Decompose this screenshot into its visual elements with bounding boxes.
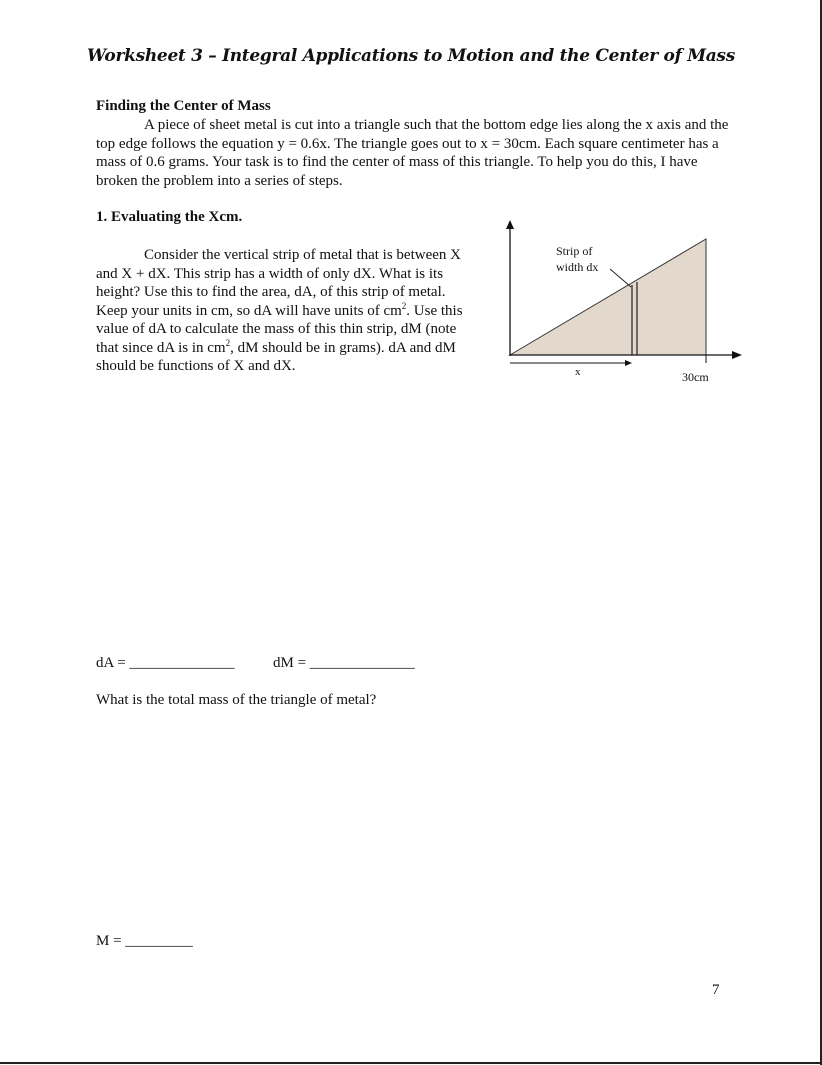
x-label: x — [575, 366, 581, 378]
page-border-bottom — [0, 1062, 822, 1064]
dM-answer-line[interactable]: dM = ______________ — [273, 655, 415, 671]
step-1-body — [96, 246, 480, 376]
strip-label-line2: width dx — [556, 260, 599, 274]
x-axis-arrow-icon — [732, 351, 742, 359]
end-label-30cm: 30cm — [682, 370, 709, 384]
superscript-2: 2 — [225, 337, 231, 348]
triangle-diagram — [500, 215, 750, 390]
step-1-text-a: Consider the vertical strip of metal that is between X and X + dX. This strip has a width of only dX. What is its height? Use this to find the area, dA, of this strip of metal. Keep your units in cm, so dA will have units of cm — [96, 247, 461, 319]
y-axis-arrow-icon — [506, 220, 514, 229]
intro-paragraph: A piece of sheet metal is cut into a triangle such that the bottom edge lies along the x axis and the top edge follows the equation y = 0.6x. The triangle goes out to x = 30cm. Each square centimeter has a mass of 0.6 grams. Your task is to find the center of mass of this triangle. To help you do this, I have broken the problem into a series of steps. — [96, 117, 729, 189]
x-measure-arrow-icon — [625, 360, 632, 366]
section-heading: Finding the Center of Mass — [96, 98, 271, 114]
worksheet-title: Worksheet 3 – Integral Applications to Motion and the Center of Mass — [87, 46, 735, 66]
step-1-text-b: . Use this value of dA to calculate the mass of this thin strip, dM (note that since dA is in cm — [96, 302, 463, 356]
page-number: 7 — [712, 982, 720, 998]
superscript-2: 2 — [401, 300, 407, 311]
step-1-heading: 1. Evaluating the Xcm. — [96, 209, 243, 225]
dA-answer-line[interactable]: dA = ______________ — [96, 655, 235, 671]
metal-triangle — [510, 239, 706, 355]
strip-pointer-line — [610, 269, 631, 287]
M-answer-line[interactable]: M = _________ — [96, 933, 193, 949]
total-mass-question: What is the total mass of the triangle of metal? — [96, 692, 377, 708]
step-1-text-c: , dM should be in grams). dA and dM should be functions of X and dX. — [96, 339, 456, 374]
strip-label-line1: Strip of — [556, 244, 593, 258]
